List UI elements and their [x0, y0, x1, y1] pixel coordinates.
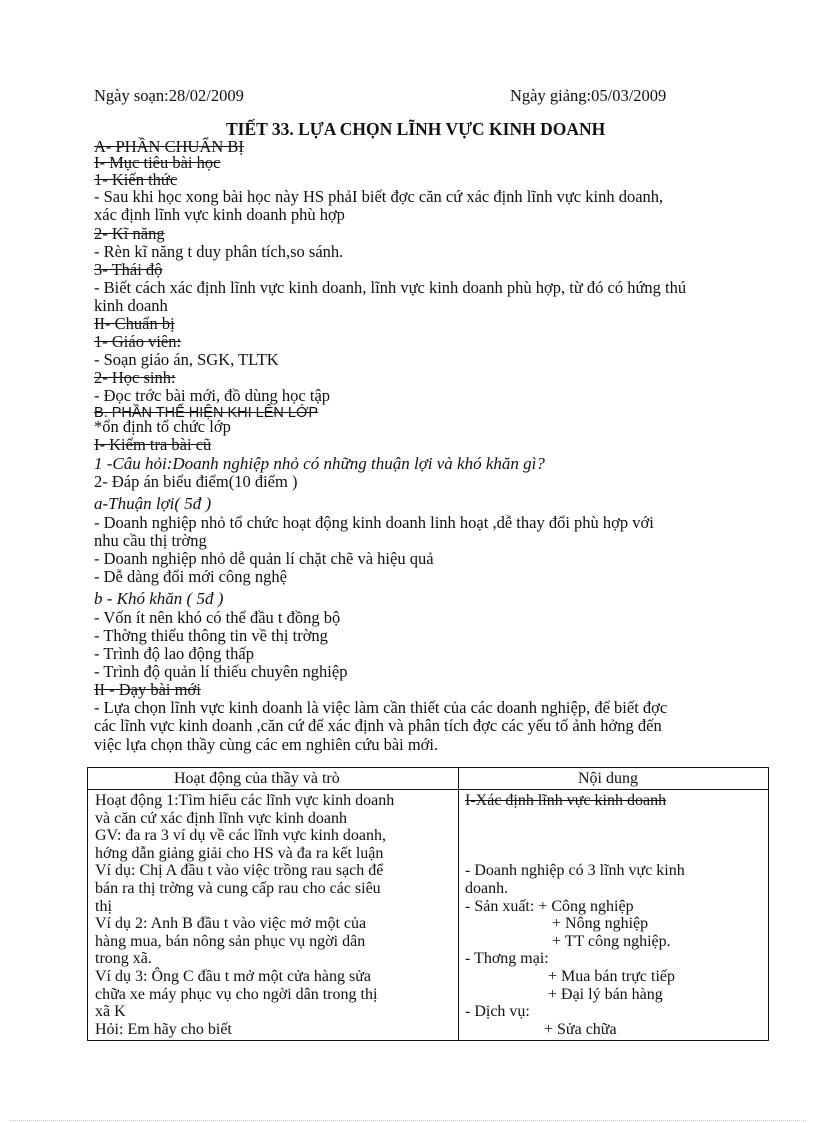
- disadvantage-3: - Trình độ lao động thấp: [94, 644, 254, 663]
- left-cell-line: chữa xe máy phục vụ cho ngời dân trong thị: [95, 985, 378, 1003]
- answer-heading: 2- Đáp án biểu điểm(10 điểm ): [94, 472, 298, 491]
- right-line-10: + Sửa chữa: [544, 1020, 617, 1038]
- left-cell-line: GV: đa ra 3 ví dụ về các lĩnh vực kinh doanh,: [95, 827, 386, 845]
- left-cell-line: Ví dụ: Chị A đầu t vào việc trồng rau sạch để: [95, 862, 384, 880]
- intro-line-2: các lĩnh vực kinh doanh ,căn cứ để xác định và phân tích đợc các yếu tố ảnh hởng đến: [94, 716, 662, 735]
- right-line-2: doanh.: [465, 880, 509, 897]
- disadvantage-4: - Trình độ quản lí thiếu chuyên nghiệp: [94, 662, 348, 681]
- disadvantage-2: - Thờng thiếu thông tin về thị trờng: [94, 626, 328, 645]
- lesson-title: TIẾT 33. LỰA CHỌN LĨNH VỰC KINH DOANH: [226, 119, 606, 139]
- right-line-3: - Sản xuất: + Công nghiệp: [465, 897, 634, 915]
- right-line-4: + Nông nghiệp: [552, 915, 649, 933]
- objectives-heading: I- Mục tiêu bài học: [94, 153, 221, 172]
- header-divider: [88, 789, 768, 790]
- left-cell-line: Ví dụ 2: Anh B đầu t vào việc mở một của: [95, 915, 367, 933]
- new-lesson-heading: II - Dạy bài mới: [94, 680, 201, 699]
- left-cell-line: hớng dẫn giảng giải cho HS và đa ra kết luận: [95, 844, 384, 862]
- right-heading: I-Xác định lĩnh vực kinh doanh: [465, 792, 667, 809]
- right-line-5: + TT công nghiệp.: [552, 932, 671, 950]
- right-line-1: - Doanh nghiệp có 3 lĩnh vực kinh: [465, 862, 685, 880]
- left-cell-line: xã K: [95, 1003, 126, 1021]
- left-cell-line: bán ra thị trờng và cung cấp rau cho các siêu: [95, 880, 381, 897]
- skills-line-1: - Rèn kĩ năng t duy phân tích,so sánh.: [94, 242, 344, 261]
- teacher-line-1: - Soạn giáo án, SGK, TLTK: [94, 350, 279, 369]
- left-cell-line: trong xã.: [95, 950, 152, 968]
- knowledge-heading: 1- Kiến thức: [94, 170, 178, 189]
- class-org: *ổn định tổ chức lớp: [94, 417, 231, 436]
- right-line-7: + Mua bán trực tiếp: [548, 968, 675, 985]
- left-cell-line: hàng mua, bán nông sản phục vụ ngời dân: [95, 932, 366, 950]
- prep-date: Ngày soạn:28/02/2009: [94, 86, 244, 105]
- intro-line-3: việc lựa chọn thầy cùng các em nghiên cứu bài mới.: [94, 735, 439, 754]
- part-b-heading: B. PHẦN THỂ HIỆN KHI LÊN LỚP: [94, 405, 319, 421]
- right-line-6: - Thơng mại:: [465, 950, 549, 968]
- right-line-9: - Dịch vụ:: [465, 1003, 530, 1021]
- advantages-heading: a-Thuận lợi( 5đ ): [94, 494, 212, 513]
- advantage-4: - Dễ dàng đổi mới công nghệ: [94, 567, 287, 586]
- left-cell-line: Hỏi: Em hãy cho biết: [95, 1020, 232, 1038]
- skills-heading: 2- Kĩ năng: [94, 224, 165, 243]
- disadvantages-heading: b - Khó khăn ( 5đ ): [94, 589, 224, 608]
- left-cell-line: Hoạt động 1:Tìm hiểu các lĩnh vực kinh doanh: [95, 792, 395, 809]
- teach-date: Ngày giảng:05/03/2009: [510, 86, 667, 105]
- knowledge-line-2: xác định lĩnh vực kinh doanh phù hợp: [94, 205, 345, 224]
- question: 1 -Câu hỏi:Doanh nghiệp nhỏ có những thuận lợi và khó khăn gì?: [94, 454, 545, 473]
- student-line-1: - Đọc trớc bài mới, đồ dùng học tập: [94, 386, 331, 405]
- part-a-heading: A- PHẦN CHUẨN BỊ: [94, 137, 244, 156]
- attitude-line-2: kinh doanh: [94, 296, 168, 315]
- student-heading: 2- Học sinh:: [94, 368, 176, 387]
- check-heading: I- Kiểm tra bài cũ: [94, 435, 212, 454]
- intro-line-1: - Lựa chọn lĩnh vực kinh doanh là việc làm cần thiết của các doanh nghiệp, để biết đợc: [94, 698, 668, 717]
- column-divider: [458, 768, 459, 1040]
- left-cell-line: thị: [95, 897, 112, 915]
- left-cell-line: Ví dụ 3: Ông C đầu t mở một cửa hàng sửa: [95, 968, 371, 985]
- disadvantage-1: - Vốn ít nên khó có thể đầu t đồng bộ: [94, 608, 341, 627]
- advantage-2: nhu cầu thị trờng: [94, 531, 207, 550]
- col2-header: Nội dung: [578, 770, 638, 787]
- prep-heading: II- Chuẩn bị: [94, 314, 175, 333]
- teacher-heading: 1- Giáo viên:: [94, 332, 182, 351]
- left-cell-line: và căn cứ xác định lĩnh vực kinh doanh: [95, 809, 347, 827]
- col1-header: Hoạt động của thầy và trò: [174, 770, 340, 787]
- advantage-1: - Doanh nghiệp nhỏ tổ chức hoạt động kinh doanh linh hoạt ,dễ thay đổi phù hợp với: [94, 513, 654, 532]
- lesson-table: [87, 767, 769, 1041]
- right-line-8: + Đại lý bán hàng: [548, 985, 663, 1003]
- attitude-heading: 3- Thái độ: [94, 260, 163, 279]
- knowledge-line-1: - Sau khi học xong bài học này HS phảI biết đợc căn cứ xác định lĩnh vực kinh doanh,: [94, 187, 664, 206]
- attitude-line-1: - Biết cách xác định lĩnh vực kinh doanh, lĩnh vực kinh doanh phù hợp, từ đó có hứng thú: [94, 278, 687, 297]
- advantage-3: - Doanh nghiệp nhỏ dễ quản lí chặt chẽ và hiệu quả: [94, 549, 434, 568]
- page-bottom-edge: [10, 1120, 806, 1121]
